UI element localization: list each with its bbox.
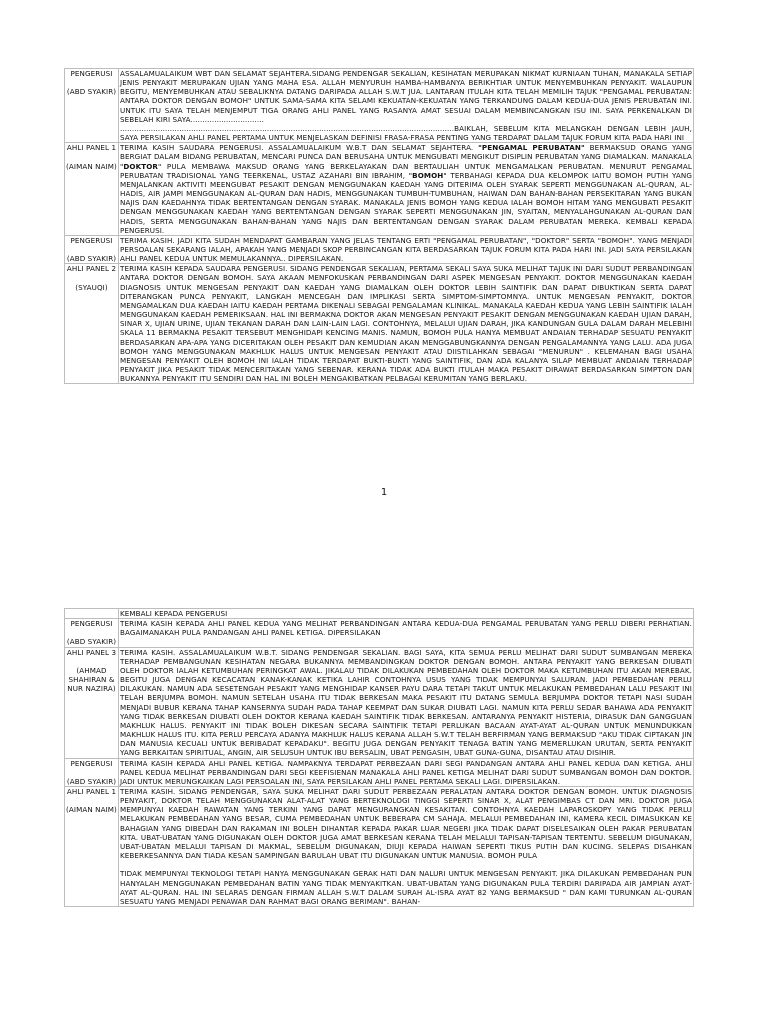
table-row xyxy=(65,619,694,647)
dialogue-text: BERMAKSUD ORANG YANG BERGIAT DALAM BIDANG PERUBATAN, MENCARI PUNCA DAN BERUSAHA UNTUK MENGUBATI MENGIKUT DISIPLIN PERUBATAN YANG DIAMALKAN. MANAKALA " xyxy=(120,143,692,171)
speaker-cell: PENGERUSI (ABD SYAKIR) xyxy=(65,619,119,647)
dialogue-text: " TERBAHAGI KEPADA DUA KELOMPOK IAITU BOMOH PUTIH YANG MENJALANKAN AKTIVITI MEENGUBAT PESAKIT DENGAN MENGGUNAKAN KAEDAH YANG DITERIMA OLEH SYARAK SEPERTI MENGGUNAKAN AL-QURAN, AL-HADIS, AIR JAMPI MENGGUNAKAN AL-QURAN DAN HADIS, MENGGUNAKAN TUMBUH-TUMBUHAN, HAIWAN DAN BAHAN-BAHAN PERSEKITARAN YANG BUKAN NAJIS DAN KAEDAHNYA TIDAK BERTENTANGAN DENGAN SYARAK. MANAKALA JENIS BOMOH YANG KEDUA IALAH BOMOH HITAM YANG MENGUBATI PESAKIT DENGAN MENGGUNAKAN KAEDAH YANG BERTENTANGAN DENGAN SYARAK SEPERTI MENGGUNAKAN JIN, SYAITAN, MENYALAHGUNAKAN AL-QURAN DAN HADIS, SERTA MENGGUNAKAN BAHAN-BAHAN YANG NAJIS DAN BERTENTANGAN DENGAN SYARAK DALAM PERUBATAN MEREKA. KEMBALI KEPADA PENGERUSI. xyxy=(120,170,692,235)
term-pengamal-perubatan: "PENGAMAL PERUBATAN" xyxy=(478,143,585,153)
dialogue-cell: TERIMA KASIH KEPADA AHLI PANEL KEDUA YANG MELIHAT PERBANDINGAN ANTARA KEDUA-DUA PENGAMAL PERUBATAN YANG PERLU DIBERI PERHATIAN. BAGAIMANAKAH PULA PANDANGAN AHLI PANEL KETIGA. DIPERSILAKAN xyxy=(119,619,694,647)
table-row xyxy=(65,69,694,143)
speaker-cell: PENGERUSI (ABD SYAKIR) xyxy=(65,69,119,143)
speaker-cell: AHLI PANEL 3 (AHMAD SHAHIRAN & NUR NAZIRA) xyxy=(65,647,119,758)
speaker-cell: PENGERUSI (ABD SYAKIR) xyxy=(65,758,119,786)
term-doktor: DOKTOR xyxy=(123,161,158,171)
dialogue-cell: KEMBALI KEPADA PENGERUSI xyxy=(119,609,694,619)
dialogue-cell: ASSALAMUALAIKUM WBT DAN SELAMAT SEJAHTERA.SIDANG PENDENGAR SEKALIAN, KESIHATAN MERUPAKAN NIKMAT KURNIAAN TUHAN, MANAKALA SETIAP JENIS PENYAKIT MERUPAKAN UJIAN YANG MAHA ESA. ALLAH MENYURUH HAMBA-HAMBANYA BERIKHTIAR UNTUK MENYEMBUHKAN PENYAKIT. WALAUPUN BEGITU, MENYEMBUHKAN ATAU SEBALIKNYA DATANG DARIPADA ALLAH S.W.T JUA. LANTARAN ITULAH KITA TELAH MEMILIH TAJUK "PENGAMAL PERUBATAN: ANTARA DOKTOR DENGAN BOMOH" UNTUK SAMA-SAMA KITA SELAMI KEKUATAN-KEKUATAN YANG TERKANDUNG DALAM KEDUA-DUA JENIS PERUBATAN INI. UNTUK ITU SAYA TELAH MENJEMPUT TIGA ORANG AHLI PANEL YANG RASANYA AMAT SESUAI DALAM MEMBINCANGKAN ISU INI. SAYA PERKENALKAN DI SEBELAH KIRI SAYA............................... .............................................................................................................................................BAIKLAH, SEBELUM KITA MELANGKAH DENGAN LEBIH JAUH, SAYA PERSILAKAN AHLI PANEL PERTAMA UNTUK MENJELASKAN DEFINISI FRASA-FRASA PENTING YANG TERDAPAT DALAM TAJUK FORUM KITA PADA HARI INI xyxy=(120,69,692,143)
table-row xyxy=(65,235,694,263)
table-row xyxy=(65,647,694,758)
speaker-cell: PENGERUSI (ABD SYAKIR) xyxy=(65,235,119,263)
dialogue-cell: TERIMA KASIH. JADI KITA SUDAH MENDAPAT GAMBARAN YANG JELAS TENTANG ERTI "PENGAMAL PERUBATAN", "DOKTOR" SERTA "BOMOH". YANG MENJADI PERSOALAN SEKARANG IALAH, APAKAH YANG MENJADI SKOP PERBINCANGAN KITA BERDASARKAN TAJUK FORUM KITA PADA HARI INI. JADI SAYA PERSILAKAN AHLI PANEL KEDUA UNTUK MEMULAKANNYA.. DIPERSILAKAN. xyxy=(120,235,692,264)
dialogue-text: TERIMA KASIH SAUDARA PENGERUSI. ASSALAMUALAIKUM W.B.T DAN SELAMAT SEJAHTERA. xyxy=(120,143,479,153)
term-bomoh: BOMOH xyxy=(412,170,444,180)
dialogue-cell: TERIMA KASIH KEPADA AHLI PANEL KETIGA. NAMPAKNYA TERDAPAT PERBEZAAN DARI SEGI PANDANGAN ANTARA AHLI PANEL KEDUA DAN KETIGA. AHLI PANEL KEDUA MELIHAT PERBANDINGAN DARI SEGI KEEFISIENAN MANAKALA AHLI PANEL KETIGA MELIHAT DARI SUDUT SUMBANGAN BOMOH DAN DOKTOR. JADI UNTUK MERUNGKAIKAN LAGI PERSOALAN INI, SAYA PERSILAKAN AHLI PANEL PERTAMA SEKALI LAGI. DIPERSILAKAN. xyxy=(120,758,692,786)
table-row xyxy=(65,786,694,906)
page-number: 1 xyxy=(380,487,388,498)
forum-script-table-page-2 xyxy=(64,608,694,907)
speaker-cell: AHLI PANEL 1 (AIMAN NAIM) xyxy=(65,143,119,236)
table-row xyxy=(65,609,694,619)
dialogue-cell: TERIMA KASIH. ASSALAMUALAIKUM W.B.T. SIDANG PENDENGAR SEKALIAN. BAGI SAYA, KITA SEMUA PERLU MELIHAT DARI SUDUT SUMBANGAN MEREKA TERHADAP PEMBANGUNAN KESIHATAN NEGARA BUKANNYA MEMBANDINGKAN DOKTOR DENGAN BOMOH. ANTARA PENYAKIT YANG BERKESAN DIUBATI OLEH DOKTOR IALAH KETUMBUHAN PERINGKAT AWAL. JIKALAU TIDAK DILAKUKAN PEMBEDAHAN OLEH DOKTOR MAKA KETUMBUHAN ITU AKAN MEREBAK. BEGITU JUGA DENGAN KECACATAN KANAK-KANAK KETIKA LAHIR CONTOHNYA USUS YANG TIDAK MEMPUNYAI SALURAN. JADI PEMBEDAHAN PERLU DILAKUKAN. NAMUN ADA SESETENGAH PESAKIT YANG MENGHIDAP KANSER PAYU DARA TETAPI TAKUT UNTUK MELAKUKAN PEMBEDAHAN LALU PESAKIT INI TELAH BERJUMPA BOMOH. NAMUN SETELAH USAHA ITU TIDAK BERKESAN MAKA PESAKIT ITU DATANG SEMULA BERJUMPA DOKTOR TETAPI NASI SUDAH MENJADI BUBUR KERANA TAHAP KANSERNYA SUDAH PADA TAHAP KEEMPAT DAN SUKAR DIUBATI LAGI. NAMUN KITA PERLU SEDAR BAHAWA ADA PENYAKIT YANG TIDAK BERKESAN DIUBATI OLEH DOKTOR KERANA KAEDAH SAINTIFIK TIDAK BERKESAN. ANTARANYA PENYAKIT HISTERIA, DIRASUK DAN GANGGUAN MAKHLUK HALUS. PENYAKIT INI TIDAK BOLEH DIKESAN SECARA SAINTIFIK TETAPI PERLUKAN BACAAN AYAT-AYAT AL-QURAN UNTUK MENUNDUKKAN MAKHLUK HALUS ITU. KITA PERLU PERCAYA ADANYA MAKHLUK HALUS KERANA ALLAH S.W.T TELAH BERFIRMAN YANG BERMAKSUD "AKU TIDAK CIPTAKAN JIN DAN MANUSIA KECUALI UNTUK BERIBADAT KEPADAKU". BEGITU JUGA DENGAN PENYAKIT TENAGA BATIN YANG MEMERLUKAN URUTAN, SERTA PENYAKIT YANG BERKAITAN SPIRITUAL, ANGIN, AIR SELUSUH UNTUK IBU BERSALIN, UBAT PENGASIH, UBAT GUNA-GUNA, DISANTAU ATAU DISIHIR. xyxy=(120,647,692,758)
dialogue-cell: TERIMA KASIH. SIDANG PENDENGAR, SAYA SUKA MELIHAT DARI SUDUT PERBEZAAN PERALATAN ANTARA DOKTOR DENGAN BOMOH. UNTUK DIAGNOSIS PENYAKIT, DOKTOR TELAH MENGGUNAKAN ALAT-ALAT YANG BERTEKNOLOGI TINGGI SEPERTI SINAR X, ALAT PENGIMBAS CT DAN MRI. DOKTOR JUGA MEMPUNYAI KAEDAH RAWATAN YANG TERKINI YANG DAPAT MENGURANGKAN KESAKITAN. CONTOHNYA KAEDAH LAPAROSKOPY YANG TIDAK PERLU MELAKUKAN PEMBEDAHAN YANG BESAR, CUMA PEMBEDAHAN UNTUK BEBERAPA CM SAHAJA. MELALUI PEMBEDAHAN INI, KAMERA KECIL DIMASUKKAN KE BAHAGIAN YANG DIBEDAH DAN RAKAMAN INI BOLEH DIHANTAR KEPADA PAKAR LUAR NEGERI JIKA TIDAK DAPAT DISELESAIKAN OLEH PAKAR PERUBATAN KITA. UBAT-UBATAN YANG DIGUNAKAN OLEH DOKTOR JUGA AMAT BERKESAN KERANA TELAH MELALUI TAPISAN-TAPISAN TERTENTU. SEBELUM DIGUNAKAN, UBAT-UBATAN MELALUI TAPISAN DI MAKMAL, SEBELUM DIGUNAKAN, DIUJI KEPADA HAIWAN SEPERTI TIKUS PUTIH DAN KUCING. SELEPAS DISAHKAN KEBERKESANNYA DAN TIADA KESAN SAMPINGAN BARULAH UBAT ITU DIGUNAKAN UNTUK MANUSIA. BOMOH PULA TIDAK MEMPUNYAI TEKNOLOGI TETAPI HANYA MENGGUNAKAN GERAK HATI DAN NALURI UNTUK MENGESAN PENYAKIT. JIKA DILAKUKAN PEMBEDAHAN PUN HANYALAH MENGGUNAKAN PEMBEDAHAN BATIN YANG TIDAK MENYAKITKAN. UBAT-UBATAN YANG DIGUNAKAN PULA TERDIRI DARIPADA AIR JAMPIAN AYAT-AYAT AL-QURAN. HAL INI SELARAS DENGAN FIRMAN ALLAH S.W.T DALAM SURAH AL-ISRA AYAT 82 YANG BERMAKSUD " DAN KAMI TURUNKAN AL-QURAN SESUATU YANG MENJADI PENAWAR DAN RAHMAT BAGI ORANG BERIMAN". BAHAN- xyxy=(120,786,692,906)
table-row xyxy=(65,264,694,384)
table-row xyxy=(65,758,694,786)
speaker-cell xyxy=(65,609,119,619)
table-row xyxy=(65,143,694,236)
forum-script-table-page-1 xyxy=(64,68,694,384)
dialogue-text: " PULA MEMBAWA MAKSUD ORANG YANG BERKELAYAKAN DAN BERTAULIAH UNTUK MENGAMALKAN PERUBATAN. MENURUT PENGAMAL PERUBATAN TRADISIONAL YANG TEERKENAL, USTAZ AZAHARI BIN IBRAHIM, " xyxy=(120,161,692,180)
dialogue-cell: TERIMA KASIH KEPADA SAUDARA PENGERUSI. SIDANG PENDENGAR SEKALIAN, PERTAMA SEKALI SAYA SUKA MELIHAT TAJUK INI DARI SUDUT PERBANDINGAN ANTARA DOKTOR DENGAN BOMOH. SAYA AKAAN MENFOKUSKAN PERBANDINGAN DARI ASPEK MENGESAN PENYAKIT. DOKTOR MENGGUNAKAN KAEDAH DIAGNOSIS UNTUK MENGESAN PENYAKIT DAN KAEDAH YANG DIAMALKAN OLEH DOKTOR LEBIH SAINTIFIK DAN DAPAT DIBUKTIKAN SERTA DAPAT DITERANGKAN PUNCA PENYAKIT, LANGKAH MENCEGAH DAN IMPLIKASI SERTA SIMPTOM-SIMPTOMNYA. UNTUK MENGESAN PENYAKIT, DOKTOR MENGAMALKAN DUA KAEDAH IAITU KAEDAH PERTAMA DIKENALI SEBAGAI PENGALAMAN KLINIKAL. MANAKALA KAEDAH KEDUA YANG LEBIH SAINTIFIK IALAH MENGGUNAKAN KAEDAH PEMERIKSAAN. HAL INI BERMAKNA DOKTOR AKAN MENGESAN PENYAKIT PESAKIT DENGAN MENGGUNAKAN KAEDAH UJIAN DARAH, SINAR X, UJIAN URINE, UJIAN TEKANAN DARAH DAN LAIN-LAIN LAGI. CONTOHNYA, MELALUI UJIAN DARAH, JIKA KANDUNGAN GULA DALAM DARAH MELEBIHI SKALA 11 BERMAKNA PESAKIT TERSEBUT MENGHIDAPI KENCING MANIS. NAMUN, BOMOH PULA HANYA MEMBUAT ANDAIAN TERHADAP SESUATU PENYAKIT BERDASARKAN APA-APA YANG DICERITAKAN OLEH PESAKIT DAN KEMUDIAN AKAN MENGGABUNGKANNYA DENGAN PENGALAMANNYA YANG LALU. ADA JUGA BOMOH YANG MENGGUNAKAN MAKHLUK HALUS UNTUK MENGESAN PENYAKIT ATAU DIISTILAHKAN SEBAGAI "MENURUN" . KELEMAHAN BAGI USAHA MENGESAN PENYAKIT OLEH BOMOH INI IALAH TIDAK TERDAPAT BUKTI-BUKTI YANG SAINTIFIK, DAN ADA KALANYA SILAP MEMBUAT ANDAIAN TERHADAP PENYAKIT JIKA PESAKIT TIDAK MENCERITAKAN YANG SEBENAR. KERANA TIDAK ADA BUKTI ITULAH MAKA PESAKIT DIRAWAT BERDASARKAN SIMPTON DAN BUKANNYA PENYAKIT ITU SENDIRI DAN HAL INI BOLEH MENGAKIBATKAN PELBAGAI KERUMITAN YANG BERLAKU. xyxy=(120,264,692,384)
speaker-cell: AHLI PANEL 1 (AIMAN NAIM) xyxy=(65,786,119,906)
dialogue-cell xyxy=(119,143,694,236)
speaker-cell: AHLI PANEL 2 (SYAUQI) xyxy=(65,264,119,384)
